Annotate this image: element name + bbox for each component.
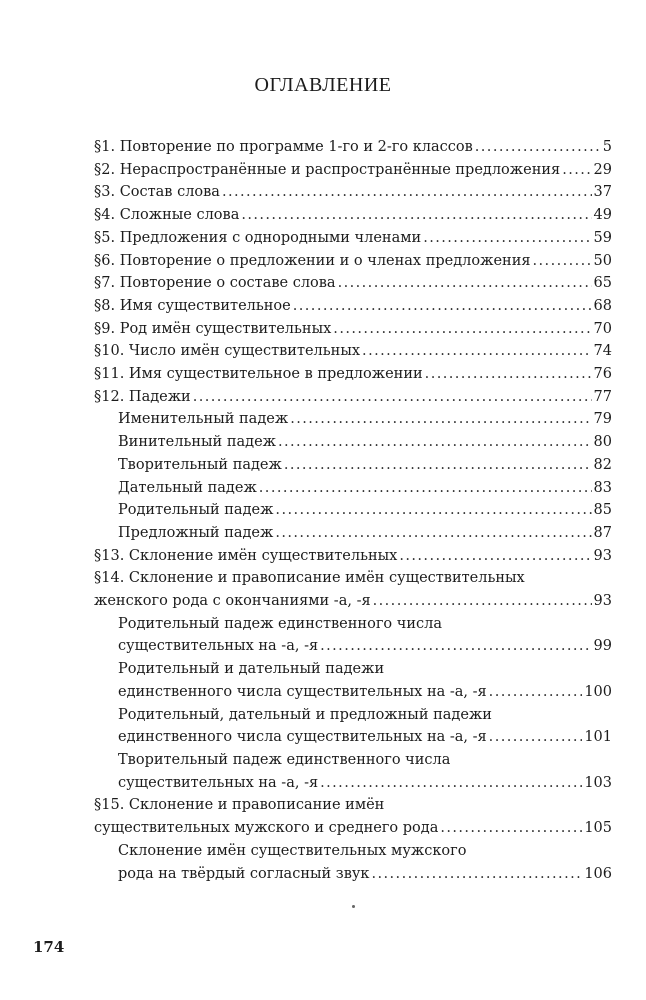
toc-page-number: 5 <box>602 139 612 155</box>
toc-entry-text: Родительный, дательный и предложный падежи <box>118 706 492 723</box>
toc-entry-text: существительных на -а, -я <box>118 774 319 791</box>
toc-entry <box>94 340 612 363</box>
dot-leader <box>193 386 592 409</box>
toc-entry-text: Именительный падеж <box>118 411 289 428</box>
toc-page-number: 101 <box>584 729 612 746</box>
toc-entry-text: §9. Род имён существительных <box>94 320 332 337</box>
toc-page-number: 93 <box>593 547 612 564</box>
toc-entry-text: §7. Повторение о составе слова <box>94 275 336 292</box>
toc-entry-text: Творительный падеж <box>118 456 282 473</box>
toc-entry-text: §15. Склонение и правописание имён <box>94 797 385 814</box>
toc-entry <box>94 318 612 341</box>
dot-leader <box>399 545 591 568</box>
dot-leader <box>278 431 592 454</box>
toc-subentry <box>94 613 612 658</box>
toc-page-number: 70 <box>593 320 612 337</box>
toc-entry <box>94 204 612 227</box>
dot-leader <box>362 340 592 363</box>
dot-leader <box>425 363 592 386</box>
toc-entry-text: женского рода с окончаниями -а, -я <box>94 593 371 610</box>
page-title: ОГЛАВЛЕНИЕ <box>254 74 392 96</box>
toc-entry <box>94 386 612 409</box>
toc-entry-text: Творительный падеж единственного числа <box>118 751 451 768</box>
toc-page-number: 59 <box>593 229 612 246</box>
toc-subentry <box>94 840 612 885</box>
toc-entry <box>94 250 612 273</box>
toc-entry-text: рода на твёрдый согласный звук <box>118 865 370 882</box>
toc-subentry <box>94 522 612 545</box>
toc-entry-text: Дательный падеж <box>118 479 257 496</box>
toc-page-number: 37 <box>593 184 612 201</box>
toc-page-number: 50 <box>593 252 612 269</box>
toc-entry-text: единственного числа существительных на -а, -я <box>118 729 487 746</box>
toc-subentry <box>94 658 612 703</box>
dot-leader <box>284 454 592 477</box>
toc-page-number: 65 <box>593 275 612 292</box>
toc-page-number: 87 <box>593 524 612 541</box>
toc-entry-text: §14. Склонение и правописание имён существительных <box>94 570 525 587</box>
toc-entry-text: §11. Имя существительное в предложении <box>94 366 423 383</box>
toc-entry <box>94 363 612 386</box>
toc-entry <box>94 181 612 204</box>
dot-leader <box>293 295 592 318</box>
dot-leader <box>423 227 591 250</box>
dot-leader <box>275 522 591 545</box>
toc-subentry <box>94 749 612 794</box>
dot-leader <box>259 477 592 500</box>
dot-leader <box>533 250 592 273</box>
toc-entry-text: §1. Повторение по программе 1-го и 2-го классов <box>94 139 473 155</box>
toc-entry-text: §8. Имя существительное <box>94 297 291 314</box>
dot-leader <box>371 863 582 886</box>
toc-page-number: 77 <box>593 388 612 405</box>
dot-leader <box>241 204 591 227</box>
dot-leader <box>290 408 591 431</box>
toc-page-number: 76 <box>593 366 612 383</box>
toc-page-number: 79 <box>593 411 612 428</box>
dot-leader <box>333 318 591 341</box>
toc-entry <box>94 159 612 182</box>
toc-entry-text: единственного числа существительных на -а, -я <box>118 683 487 700</box>
toc-entry-text: §2. Нераспространённые и распространённые предложения <box>94 161 561 178</box>
page-number: 174 <box>33 938 65 956</box>
dot-leader <box>489 681 583 704</box>
toc-entry-text: существительных мужского и среднего рода <box>94 820 439 837</box>
toc-entry-text: §13. Склонение имён существительных <box>94 547 398 564</box>
toc-page-number: 106 <box>584 865 612 882</box>
toc-page-number: 103 <box>584 774 612 791</box>
toc-entry-text: §3. Состав слова <box>94 184 220 201</box>
toc-subentry <box>94 704 612 749</box>
dot-leader <box>275 499 591 522</box>
toc-page-number: 74 <box>593 343 612 360</box>
dot-leader <box>373 590 592 613</box>
toc-entry-text: Родительный падеж единственного числа <box>118 615 442 632</box>
toc-page-number: 85 <box>593 502 612 519</box>
toc-subentry <box>94 477 612 500</box>
toc-subentry <box>94 431 612 454</box>
toc-entry-text: §4. Сложные слова <box>94 207 240 224</box>
toc-entry-text: §12. Падежи <box>94 388 191 405</box>
dot-leader <box>320 635 591 658</box>
dot-leader <box>222 181 592 204</box>
dot-leader <box>475 136 601 159</box>
toc-subentry <box>94 454 612 477</box>
toc-page-number: 100 <box>584 683 612 700</box>
dot-leader <box>338 272 592 295</box>
toc-entry <box>94 794 612 839</box>
toc-page-number: 29 <box>593 161 612 178</box>
dot-leader <box>320 772 582 795</box>
toc-subentry <box>94 408 612 431</box>
toc-entry-text: §6. Повторение о предложении и о членах предложения <box>94 252 531 269</box>
toc-page-number: 83 <box>593 479 612 496</box>
toc-entry-text: Родительный и дательный падежи <box>118 661 385 678</box>
toc-entry-text: существительных на -а, -я <box>118 638 319 655</box>
toc-page-number: 105 <box>584 820 612 837</box>
toc-entry <box>94 545 612 568</box>
toc-entry <box>94 136 612 159</box>
toc-page-number: 93 <box>593 593 612 610</box>
toc-entry-text: Склонение имён существительных мужского <box>118 842 467 859</box>
toc-entry-text: §5. Предложения с однородными членами <box>94 229 422 246</box>
toc-page-number: 82 <box>593 456 612 473</box>
toc-entry-text: Предложный падеж <box>118 524 274 541</box>
toc-page-number: 68 <box>593 297 612 314</box>
toc-entry-text: Родительный падеж <box>118 502 274 519</box>
table-of-contents <box>94 136 612 885</box>
toc-page-number: 49 <box>593 207 612 224</box>
toc-page-number: 80 <box>593 434 612 451</box>
toc-page-number: 99 <box>593 638 612 655</box>
dot-mark <box>352 905 355 908</box>
toc-entry <box>94 272 612 295</box>
toc-entry <box>94 295 612 318</box>
toc-subentry <box>94 499 612 522</box>
dot-leader <box>440 817 582 840</box>
dot-leader <box>562 159 591 182</box>
toc-entry <box>94 227 612 250</box>
toc-entry-text: §10. Число имён существительных <box>94 343 361 360</box>
toc-entry-text: Винительный падеж <box>118 434 276 451</box>
dot-leader <box>489 726 583 749</box>
toc-entry <box>94 567 612 612</box>
